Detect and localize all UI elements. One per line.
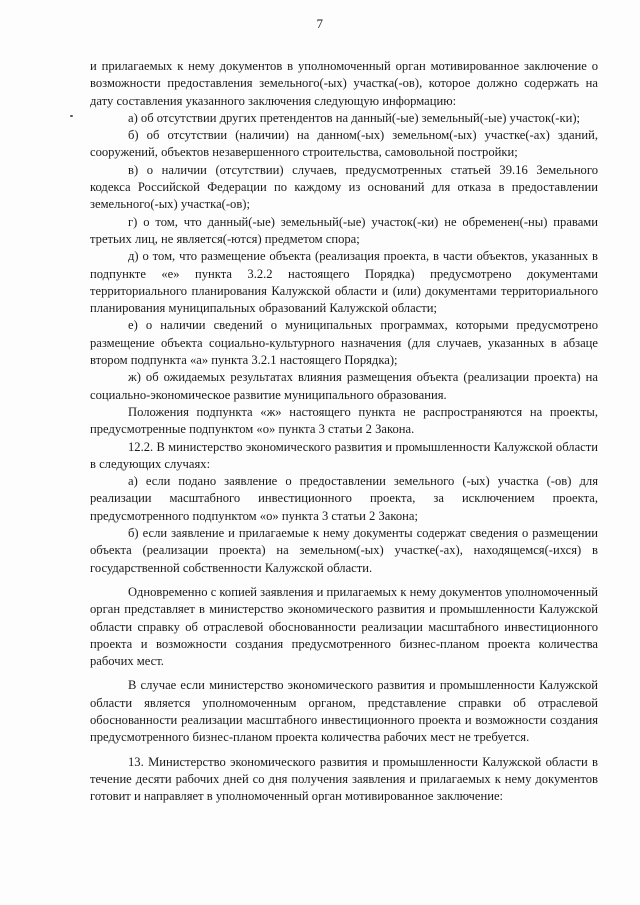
document-body — [90, 58, 598, 805]
paragraph-in-case: В случае если министерство экономического развития и промышленности Калужской области является уполномоченным органом, представление справки об отраслевой обоснованности реализации масштабного инвестиционного проекта и возможности создания предусмотренного бизнес-планом проекта количества рабочих мест не требуется. — [90, 678, 598, 745]
paragraph-item-e: е) о наличии сведений о муниципальных программах, которыми предусмотрено размещение объекта социально-культурного назначения (для случаев, указанных в абзаце втором подпункта «а» пункта 3.2.1 настоящего Порядка); — [90, 318, 598, 368]
paragraph-continuation: и прилагаемых к нему документов в уполномоченный орган мотивированное заключение о возможности предоставления земельного(-ых) участка(-ов), которое должно содержать на дату составления указанного заключения следующую информацию: — [90, 59, 598, 108]
scan-artifact — [70, 115, 73, 117]
paragraph-item-v: в) о наличии (отсутствии) случаев, предусмотренных статьей 39.16 Земельного кодекса Российской Федерации по каждому из оснований для отказа в предоставлении земельного(-ых) участка(-ов); — [90, 162, 598, 212]
page-number: 7 — [316, 16, 324, 31]
paragraph-provisions-note: Положения подпункта «ж» настоящего пункта не распространяются на проекты, предусмотренные подпунктом «о» пункта 3 статьи 2 Закона. — [90, 404, 598, 437]
paragraph-item-g: г) о том, что данный(-ые) земельный(-ые) участок(-ки) не обременен(-ны) правами третьих лиц, не является(-ются) предметом спора; — [90, 214, 598, 246]
paragraph-item-zh: ж) об ожидаемых результатах влияния размещения объекта (реализации проекта) на социально-экономическое развитие муниципального образования. — [90, 370, 598, 402]
paragraph-12-2-item-a: а) если подано заявление о предоставлении земельного (-ых) участка (-ов) для реализации масштабного инвестиционного проекта, за исключением проекта, предусмотренного подпунктом «о» пункта 3 статьи 2 Закона; — [90, 474, 598, 523]
paragraph-item-b: б) об отсутствии (наличии) на данном(-ых) земельном(-ых) участке(-ах) зданий, сооружений, объектов незавершенного строительства, самовольной постройки; — [90, 128, 598, 160]
paragraph-section-12-2: 12.2. В министерство экономического развития и промышленности Калужской области в следующих случаях: — [90, 439, 598, 471]
paragraph-item-d: д) о том, что размещение объекта (реализация проекта, в части объектов, указанных в подпункте «е» пункта 3.2.2 настоящего Порядка) предусмотрено документами территориального планирования Калужской области и (или) документами территориального планирования муниципальных образований Калужской области; — [90, 249, 598, 316]
paragraph-simultaneously: Одновременно с копией заявления и прилагаемых к нему документов уполномоченный орган представляет в министерство экономического развития и промышленности Калужской области справку об отраслевой обоснованности реализации масштабного инвестиционного проекта и возможности создания предусмотренного бизнес-планом проекта количества рабочих мест. — [90, 584, 598, 669]
paragraph-section-13: 13. Министерство экономического развития и промышленности Калужской области в течение десяти рабочих дней со дня получения заявления и прилагаемых к нему документов готовит и направляет в уполномоченный орган мотивированное заключение: — [90, 754, 598, 804]
paragraph-item-a: а) об отсутствии других претендентов на данный(-ые) земельный(-ые) участок(-ки); — [128, 110, 581, 125]
paragraph-12-2-item-b: б) если заявление и прилагаемые к нему документы содержат сведения о размещении объекта (реализации проекта) на земельном(-ых) участке(-ах), находящемся(-ихся) в государственной собственности Калужской области. — [90, 526, 598, 575]
